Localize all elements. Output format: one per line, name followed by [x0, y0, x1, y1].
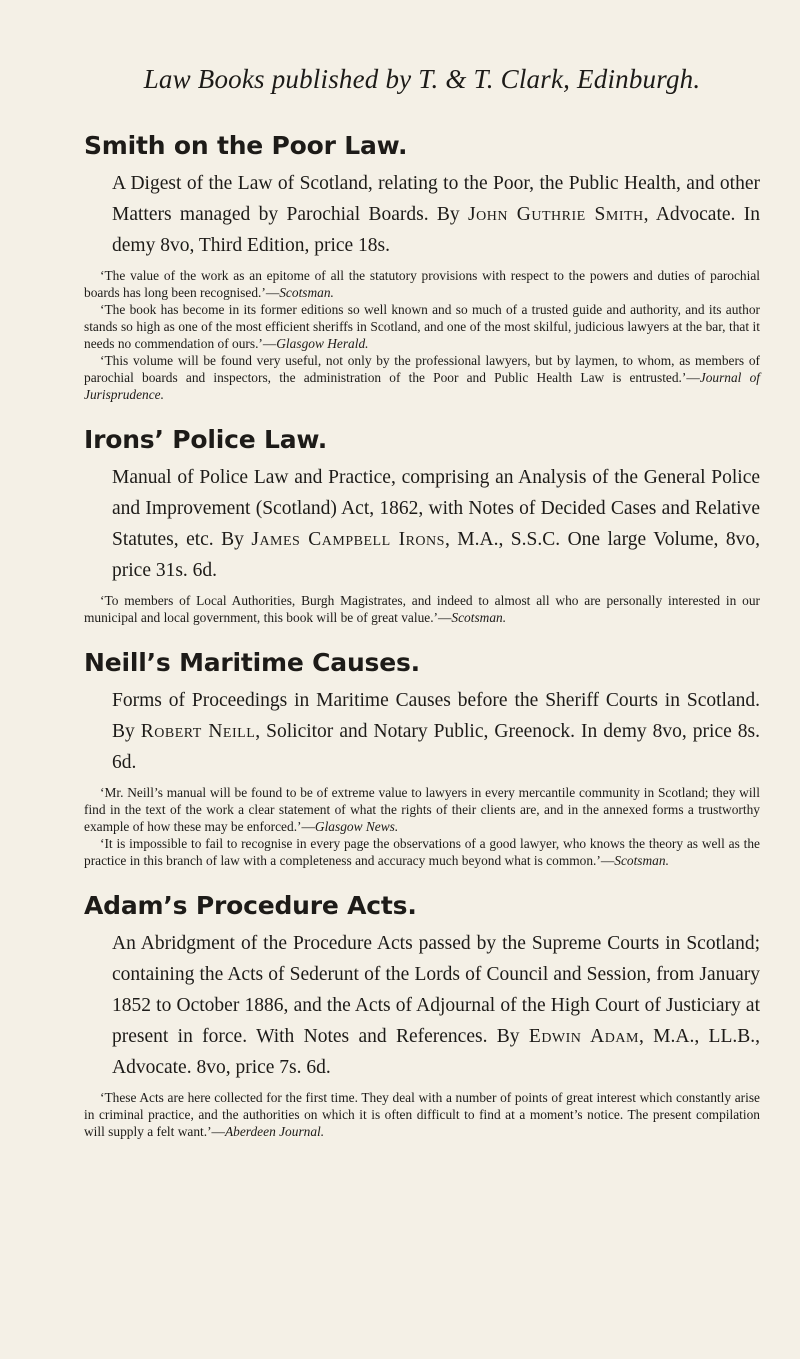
book-author: James Campbell Irons — [251, 529, 445, 550]
review-quote: ‘To members of Local Authorities, Burgh Magistrates, and indeed to almost all who are personally interested in our municipal and local government, this book will be of great value.’—Scotsman. — [84, 593, 760, 625]
review-quote: ‘Mr. Neill’s manual will be found to be of extreme value to lawyers in every mercantile community in Scotland; they will find in the text of the work a clear statement of what the rights of their clients are, and in the annexed forms a trustworthy example of how these may be enforced.’—Glasgow News. — [84, 785, 760, 834]
book-description: An Abridgment of the Procedure Acts passed by the Supreme Courts in Scotland; containing the Acts of Sederunt of the Lords of Council and Session, from January 1852 to October 1886, and the Acts of Adjournal of the High Court of Justiciary at present in force. With Notes and References. By Edwin Adam, M.A., LL.B., Advocate. 8vo, price 7s. 6d. — [112, 933, 760, 1078]
review-quote: ‘It is impossible to fail to recognise in every page the observations of a good lawyer, who knows the theory as well as the practice in this branch of law with a completeness and accuracy much beyond what is common.’—Scotsman. — [84, 836, 760, 868]
book-author: Edwin Adam — [528, 1026, 639, 1047]
book-list — [84, 131, 760, 1140]
review-source: Scotsman. — [614, 853, 669, 868]
book-title: Neill’s Maritime Causes. — [84, 648, 420, 677]
book-entry-smith — [84, 131, 760, 403]
review-source: Journal of Jurisprudence. — [84, 370, 760, 402]
book-description: A Digest of the Law of Scotland, relating to the Poor, the Public Health, and other Matters managed by Parochial Boards. By John Guthrie Smith, Advocate. In demy 8vo, Third Edition, price 18s. — [112, 173, 760, 256]
book-title: Adam’s Procedure Acts. — [84, 891, 417, 920]
review-quote: ‘The book has become in its former editions so well known and so much of a trusted guide and authority, and its author stands so high as one of the most efficient sheriffs in Scotland, and one of the most skilful, judicious lawyers at the bar, that it needs no commendation of ours.’—Glasgow Herald. — [84, 302, 760, 351]
book-title: Irons’ Police Law. — [84, 425, 327, 454]
review-source: Aberdeen Journal. — [224, 1124, 325, 1139]
review-source: Scotsman. — [451, 610, 507, 625]
book-entry-irons — [84, 425, 760, 626]
review-quote: ‘The value of the work as an epitome of all the statutory provisions with respect to the powers and duties of parochial boards has long been recognised.’—Scotsman. — [84, 268, 760, 300]
review-source: Scotsman. — [279, 285, 334, 300]
book-title: Smith on the Poor Law. — [84, 131, 408, 160]
book-description: Manual of Police Law and Practice, comprising an Analysis of the General Police and Improvement (Scotland) Act, 1862, with Notes of Decided Cases and Relative Statutes, etc. By James Campbell Irons, M.A., S.S.C. One large Volume, 8vo, price 31s. 6d. — [112, 467, 761, 581]
running-head: Law Books published by T. & T. Clark, Edinburgh. — [143, 64, 701, 94]
book-author: John Guthrie Smith — [468, 204, 644, 225]
review-quote: ‘This volume will be found very useful, not only by the professional lawyers, but by laymen, to whom, as members of parochial boards and inspectors, the administration of the Poor and Public Health Law is entrusted.’—Journal of Jurisprudence. — [84, 353, 760, 402]
book-entry-neill — [84, 648, 760, 869]
book-description: Forms of Proceedings in Maritime Causes before the Sheriff Courts in Scotland. By Robert Neill, Solicitor and Notary Public, Greenock. In demy 8vo, price 8s. 6d. — [112, 690, 760, 773]
review-quote: ‘These Acts are here collected for the first time. They deal with a number of points of great interest which constantly arise in criminal practice, and the authorities on which it is often difficult to find at a moment’s notice. The present compilation will supply a felt want.’—Aberdeen Journal. — [84, 1090, 760, 1139]
book-author: Robert Neill — [140, 721, 256, 742]
review-source: Glasgow News. — [314, 819, 399, 834]
book-entry-adam — [84, 891, 760, 1140]
review-source: Glasgow Herald. — [276, 336, 369, 351]
